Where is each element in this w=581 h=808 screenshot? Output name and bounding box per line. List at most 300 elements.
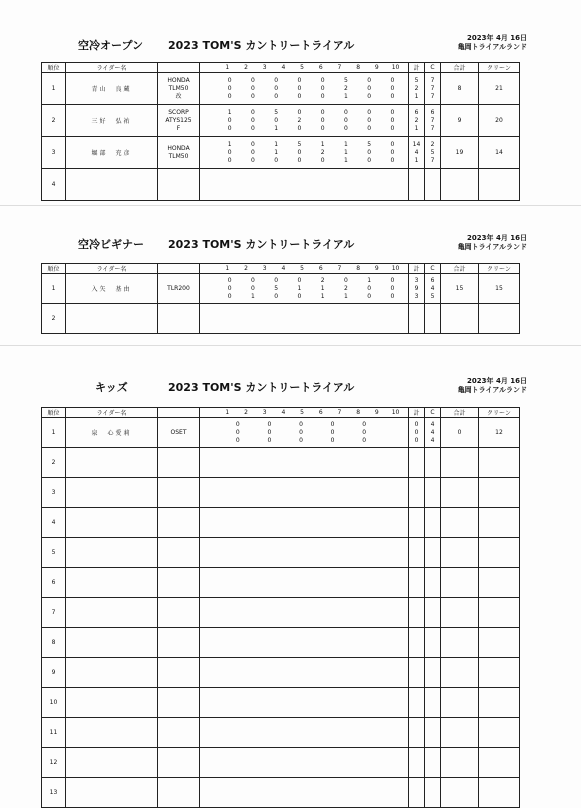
section-number: 8 <box>356 265 361 272</box>
score: 0 <box>390 92 395 100</box>
lap-point: 1 <box>414 92 419 100</box>
bike-model <box>158 304 200 334</box>
section-number: 2 <box>244 64 248 71</box>
score: 0 <box>250 124 255 132</box>
score: 0 <box>250 108 255 116</box>
sheet3-header <box>0 373 581 403</box>
bike-model <box>158 718 200 748</box>
bike-model <box>158 418 200 448</box>
total-points: 15 <box>441 274 479 304</box>
score: 0 <box>227 276 232 284</box>
clean-count <box>479 304 520 334</box>
bike-model <box>158 73 200 105</box>
section-scores <box>200 73 409 105</box>
section-number: 6 <box>318 265 323 272</box>
lap-scores <box>200 93 408 101</box>
results-table-open <box>41 62 520 201</box>
lap-points <box>409 628 425 658</box>
rank: 5 <box>42 538 66 568</box>
rank: 1 <box>42 73 66 105</box>
lap-clean: 4 <box>430 428 435 436</box>
lap-points <box>409 418 425 448</box>
score: 1 <box>297 284 302 292</box>
section-number: 4 <box>281 409 286 416</box>
header-c: C <box>425 63 441 73</box>
total-points <box>441 718 479 748</box>
lap-cleans <box>425 169 441 201</box>
lap-clean: 7 <box>430 116 435 124</box>
header-c: C <box>425 264 441 274</box>
table-row <box>42 718 520 748</box>
bike-model <box>158 105 200 137</box>
lap-point: 1 <box>414 124 419 132</box>
rider-name <box>66 688 158 718</box>
date-venue <box>458 377 527 395</box>
lap-clean: 6 <box>430 108 435 116</box>
section-number: 1 <box>225 64 230 71</box>
score: 0 <box>299 428 303 436</box>
bike-line: ATYS125 <box>165 116 192 124</box>
date: 2023年 4月 16日 <box>467 34 527 42</box>
rider-name <box>66 169 158 201</box>
score: 0 <box>227 116 232 124</box>
venue: 亀岡トライアルランド <box>457 386 527 394</box>
clean-count: 21 <box>479 73 520 105</box>
rank: 11 <box>42 718 66 748</box>
lap-scores <box>200 125 408 133</box>
score: 2 <box>343 284 348 292</box>
section-scores <box>200 105 409 137</box>
lap-points <box>409 688 425 718</box>
score: 0 <box>235 436 240 444</box>
section-number: 3 <box>262 409 267 416</box>
score: 2 <box>297 116 302 124</box>
score: 5 <box>274 284 279 292</box>
lap-point: 3 <box>414 276 419 284</box>
score: 0 <box>390 156 395 164</box>
clean-count: 12 <box>479 418 520 448</box>
rider-name <box>66 478 158 508</box>
score: 0 <box>227 124 232 132</box>
score: 0 <box>367 284 372 292</box>
rank: 4 <box>42 169 66 201</box>
score: 0 <box>330 428 335 436</box>
score: 0 <box>267 420 272 428</box>
section-scores <box>200 628 409 658</box>
section-scores <box>200 478 409 508</box>
bike-model <box>158 478 200 508</box>
score: 0 <box>330 436 335 444</box>
score: 0 <box>390 108 395 116</box>
section-number: 7 <box>337 265 342 272</box>
score: 0 <box>297 92 302 100</box>
score: 0 <box>274 292 279 300</box>
section-scores <box>200 508 409 538</box>
score: 0 <box>235 428 240 436</box>
score: 0 <box>320 92 325 100</box>
score: 0 <box>274 84 279 92</box>
total-points <box>441 508 479 538</box>
rider-name <box>66 778 158 808</box>
total-points <box>441 628 479 658</box>
bike-line: SCORP <box>168 108 189 116</box>
score: 5 <box>274 108 279 116</box>
score: 0 <box>267 436 272 444</box>
lap-cleans <box>425 628 441 658</box>
rank: 1 <box>42 274 66 304</box>
clean-count: 15 <box>479 274 520 304</box>
section-number: 6 <box>318 409 323 416</box>
score: 0 <box>250 276 255 284</box>
venue: 亀岡トライアルランド <box>457 43 527 51</box>
score: 1 <box>274 140 279 148</box>
score: 0 <box>250 284 255 292</box>
lap-points <box>409 137 425 169</box>
lap-clean: 7 <box>430 84 435 92</box>
bike-model <box>158 169 200 201</box>
score: 0 <box>367 92 372 100</box>
rank: 12 <box>42 748 66 778</box>
bike-model <box>158 688 200 718</box>
section-number: 5 <box>300 265 304 272</box>
total-points <box>441 448 479 478</box>
lap-clean: 7 <box>430 124 435 132</box>
lap-points <box>409 105 425 137</box>
page-separator <box>0 345 581 346</box>
lap-clean: 7 <box>430 76 435 84</box>
score: 0 <box>227 148 232 156</box>
table-row <box>42 568 520 598</box>
score: 0 <box>235 420 240 428</box>
bike-line: F <box>176 124 181 132</box>
bike-model <box>158 748 200 778</box>
rank: 9 <box>42 658 66 688</box>
clean-count <box>479 598 520 628</box>
rank: 2 <box>42 105 66 137</box>
score: 0 <box>250 116 255 124</box>
lap-clean: 7 <box>430 156 435 164</box>
table-row <box>42 304 520 334</box>
section-scores <box>200 538 409 568</box>
section-number: 1 <box>225 409 230 416</box>
score: 0 <box>390 116 395 124</box>
lap-points <box>409 478 425 508</box>
event-title: 2023 TOM'S カントリートライアル <box>168 238 355 251</box>
lap-scores <box>200 141 408 149</box>
table-row <box>42 688 520 718</box>
score: 0 <box>299 436 303 444</box>
score: 1 <box>274 124 279 132</box>
section-number: 10 <box>391 64 400 71</box>
score: 0 <box>343 116 348 124</box>
lap-scores <box>200 429 408 437</box>
section-number: 7 <box>337 64 342 71</box>
class-title: 空冷オープン <box>78 39 144 52</box>
section-scores <box>200 274 409 304</box>
clean-count <box>479 658 520 688</box>
rank: 8 <box>42 628 66 658</box>
header-c: C <box>425 408 441 418</box>
lap-scores <box>200 77 408 85</box>
header-rider: ライダー名 <box>66 63 158 73</box>
lap-points <box>409 448 425 478</box>
lap-points <box>409 538 425 568</box>
bike-line: HONDA <box>167 144 190 152</box>
score: 0 <box>227 76 232 84</box>
score: 0 <box>297 276 302 284</box>
sheet2-header <box>0 231 581 261</box>
score: 0 <box>367 148 372 156</box>
clean-count <box>479 688 520 718</box>
section-scores <box>200 778 409 808</box>
table-row <box>42 778 520 808</box>
rank: 1 <box>42 418 66 448</box>
total-points <box>441 169 479 201</box>
clean-count <box>479 508 520 538</box>
date-venue <box>458 34 527 52</box>
table-row <box>42 418 520 448</box>
score: 0 <box>250 140 255 148</box>
table-row <box>42 169 520 201</box>
lap-scores <box>200 421 408 429</box>
lap-scores <box>200 117 408 125</box>
lap-scores <box>200 157 408 165</box>
rider-name: 泉 心愛莉 <box>66 418 158 448</box>
lap-points <box>409 658 425 688</box>
score: 1 <box>320 284 325 292</box>
rank: 10 <box>42 688 66 718</box>
score: 2 <box>320 276 325 284</box>
rider-name <box>66 508 158 538</box>
score: 0 <box>367 76 372 84</box>
score: 5 <box>367 140 372 148</box>
rider-name: 三好 弘祐 <box>66 105 158 137</box>
rank: 2 <box>42 304 66 334</box>
table-row <box>42 538 520 568</box>
date: 2023年 4月 16日 <box>467 234 527 242</box>
section-number: 8 <box>356 409 361 416</box>
score: 0 <box>297 84 302 92</box>
header-total: 合計 <box>441 264 479 274</box>
score: 0 <box>274 276 279 284</box>
score: 0 <box>343 108 348 116</box>
score: 0 <box>362 428 367 436</box>
event-title: 2023 TOM'S カントリートライアル <box>168 381 355 394</box>
total-points <box>441 688 479 718</box>
clean-count <box>479 448 520 478</box>
section-number: 9 <box>374 265 379 272</box>
score: 1 <box>227 108 232 116</box>
score: 0 <box>343 124 348 132</box>
score: 0 <box>390 284 395 292</box>
bike-model <box>158 137 200 169</box>
lap-points <box>409 274 425 304</box>
score: 5 <box>297 140 302 148</box>
results-table-beginner <box>41 263 520 334</box>
sheet1-header <box>0 32 581 62</box>
section-scores <box>200 598 409 628</box>
section-scores <box>200 748 409 778</box>
section-number: 10 <box>391 409 400 416</box>
score: 0 <box>297 148 302 156</box>
score: 0 <box>320 84 325 92</box>
score: 0 <box>320 116 325 124</box>
score: 0 <box>367 108 372 116</box>
score: 1 <box>227 140 232 148</box>
rank: 2 <box>42 448 66 478</box>
score: 1 <box>343 140 348 148</box>
bike-line: TLM50 <box>168 152 189 160</box>
lap-scores <box>200 277 408 285</box>
score: 2 <box>320 148 325 156</box>
rider-name <box>66 748 158 778</box>
lap-point: 4 <box>414 148 419 156</box>
bike-model <box>158 778 200 808</box>
lap-cleans <box>425 508 441 538</box>
table-row <box>42 658 520 688</box>
score: 1 <box>343 292 348 300</box>
venue: 亀岡トライアルランド <box>457 243 527 251</box>
bike-model <box>158 628 200 658</box>
section-scores <box>200 658 409 688</box>
lap-points <box>409 169 425 201</box>
header-clean: クリーン <box>479 63 520 73</box>
total-points: 19 <box>441 137 479 169</box>
score: 0 <box>227 92 232 100</box>
total-points <box>441 748 479 778</box>
clean-count <box>479 568 520 598</box>
score: 0 <box>274 76 279 84</box>
lap-scores <box>200 437 408 445</box>
total-points <box>441 568 479 598</box>
score: 0 <box>297 108 302 116</box>
score: 0 <box>367 84 372 92</box>
table-row <box>42 478 520 508</box>
table-row <box>42 628 520 658</box>
lap-cleans <box>425 598 441 628</box>
score: 2 <box>343 84 348 92</box>
class-title: 空冷ビギナー <box>78 238 144 251</box>
score: 1 <box>250 292 255 300</box>
score: 0 <box>297 292 302 300</box>
total-points <box>441 538 479 568</box>
header-total: 合計 <box>441 408 479 418</box>
score: 0 <box>274 116 279 124</box>
section-number: 9 <box>374 409 379 416</box>
total-points <box>441 304 479 334</box>
section-number: 8 <box>356 64 361 71</box>
score: 0 <box>274 92 279 100</box>
lap-points <box>409 508 425 538</box>
table-row <box>42 73 520 105</box>
total-points: 9 <box>441 105 479 137</box>
header-clean: クリーン <box>479 264 520 274</box>
lap-clean: 5 <box>430 148 435 156</box>
bike-line: TLM50 <box>168 84 189 92</box>
bike-line: TLR200 <box>167 284 190 292</box>
rider-name <box>66 538 158 568</box>
section-scores <box>200 304 409 334</box>
lap-cleans <box>425 538 441 568</box>
score: 0 <box>227 284 232 292</box>
score: 0 <box>390 276 395 284</box>
lap-cleans <box>425 105 441 137</box>
score: 5 <box>343 76 348 84</box>
bike-model <box>158 658 200 688</box>
lap-cleans <box>425 688 441 718</box>
lap-cleans <box>425 748 441 778</box>
lap-cleans <box>425 448 441 478</box>
header-kei: 計 <box>409 264 425 274</box>
section-scores <box>200 718 409 748</box>
section-number: 4 <box>281 265 286 272</box>
score: 0 <box>362 420 367 428</box>
score: 0 <box>267 428 272 436</box>
rider-name: 青山 良蔵 <box>66 73 158 105</box>
class-title: キッズ <box>95 381 128 394</box>
lap-scores <box>200 85 408 93</box>
clean-count <box>479 778 520 808</box>
section-scores <box>200 568 409 598</box>
header-rider: ライダー名 <box>66 408 158 418</box>
section-number: 2 <box>244 265 248 272</box>
score: 0 <box>297 156 302 164</box>
score: 1 <box>320 292 325 300</box>
lap-point: 5 <box>414 76 419 84</box>
rank: 4 <box>42 508 66 538</box>
header-pos: 順位 <box>42 408 66 418</box>
score: 0 <box>362 436 367 444</box>
header-bike <box>158 408 200 418</box>
score: 0 <box>250 92 255 100</box>
lap-clean: 7 <box>430 92 435 100</box>
rider-name <box>66 718 158 748</box>
table-row <box>42 137 520 169</box>
clean-count <box>479 169 520 201</box>
bike-model <box>158 598 200 628</box>
rider-name <box>66 628 158 658</box>
bike-model <box>158 568 200 598</box>
score: 0 <box>320 76 325 84</box>
score: 0 <box>343 276 348 284</box>
section-number: 2 <box>244 409 248 416</box>
rider-name: 堀部 充彦 <box>66 137 158 169</box>
table-row <box>42 274 520 304</box>
score: 0 <box>390 84 395 92</box>
lap-cleans <box>425 478 441 508</box>
lap-point: 0 <box>414 428 419 436</box>
lap-scores <box>200 149 408 157</box>
total-points <box>441 658 479 688</box>
total-points: 8 <box>441 73 479 105</box>
lap-cleans <box>425 274 441 304</box>
bike-line: HONDA <box>167 76 190 84</box>
score: 0 <box>390 148 395 156</box>
lap-cleans <box>425 778 441 808</box>
score: 0 <box>320 156 325 164</box>
section-scores <box>200 169 409 201</box>
score: 0 <box>227 84 232 92</box>
score: 1 <box>343 148 348 156</box>
score: 0 <box>390 140 395 148</box>
header-kei: 計 <box>409 63 425 73</box>
total-points <box>441 598 479 628</box>
section-number: 3 <box>262 265 267 272</box>
lap-points <box>409 568 425 598</box>
section-number: 6 <box>318 64 323 71</box>
bike-model <box>158 274 200 304</box>
score: 1 <box>343 156 348 164</box>
